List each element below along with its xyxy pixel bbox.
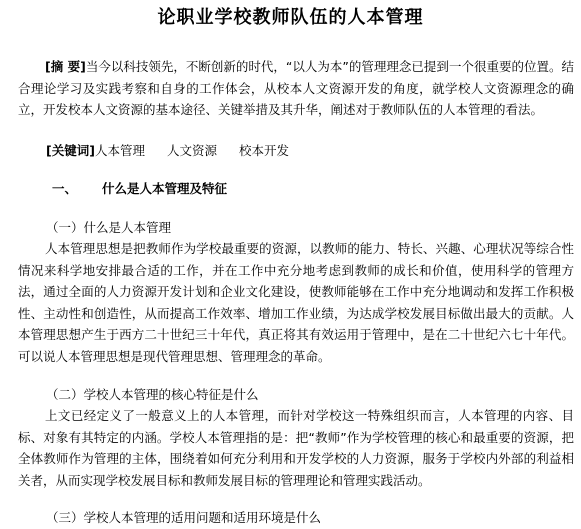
keyword-item: 人文资源 (166, 143, 217, 158)
keyword-item: 人本管理 (94, 143, 145, 158)
body-paragraph: 人本管理思想是把教师作为学校最重要的资源，以教师的能力、特长、兴趣、心理状况等综合性情况来科学地安排最合适的工作，并在工作中充分地考虑到教师的成长和价值，使用科学的管理方法，通过全面的人力资源开发计划和企业文化建设，使教师能够在工作中充分地调动和发挥工作积极性、主动性和创造性，从而提高工作效率、增加工作业绩，为达成学校发展目标做出最大的贡献。人本管理思想产生于西方二十世纪三十年代，真正将其有效运用于管理中，是在二十世纪六七十年代。可以说人本管理思想是现代管理思想、管理理念的革命。 (18, 241, 574, 364)
body-paragraph: 上文已经定义了一般意义上的人本管理，而针对学校这一特殊组织而言，人本管理的内容、目标、对象有其特定的内涵。学校人本管理指的是：把“教师”作为学校管理的核心和最重要的资源，把全体教师作为管理的主体，围绕着如何充分利用和开发学校的人力资源，服务于学校内外部的利益相关者，从而实现学校发展目标和教师发展目标的管理理论和管理实践活动。 (18, 408, 574, 488)
section-number: 一、 (52, 181, 78, 196)
subsection-heading: （三）学校人本管理的适用问题和适用环境是什么 (46, 510, 322, 525)
document-title: 论职业学校教师队伍的人本管理 (157, 7, 424, 28)
abstract-paragraph (18, 56, 574, 121)
section-heading (52, 178, 227, 200)
section-title: 什么是人本管理及特征 (102, 181, 228, 196)
subsection-heading: （一）什么是人本管理 (46, 220, 172, 235)
abstract-text: 当今以科技领先，不断创新的时代，“以人为本”的管理理念已提到一个很重要的位置。结合理论学习及实践考察和自身的工作体会，从校本人文资源开发的角度，就学校人文资源理念的确立，开发校本人文资源的基本途径、关键举措及其升华，阐述对于教师队伍的人本管理的看法。 (18, 59, 574, 117)
subsection-heading: （二）学校人本管理的核心特征是什么 (46, 387, 259, 402)
keywords-line (46, 140, 289, 162)
keywords-label: [关键词] (46, 143, 95, 158)
abstract-label: [摘 要] (45, 59, 86, 74)
keyword-item: 校本开发 (238, 143, 289, 158)
